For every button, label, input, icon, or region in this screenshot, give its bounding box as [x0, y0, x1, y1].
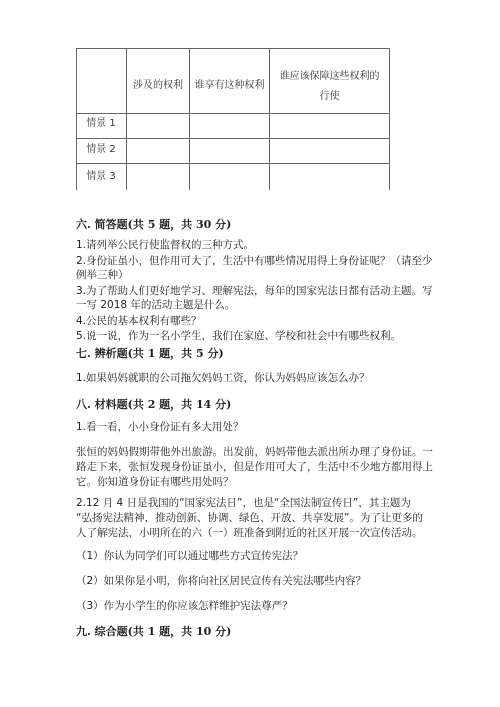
section-8-title: 八. 材料题(共 2 题，共 14 分) [76, 398, 232, 411]
question-line: 1.如果妈妈就职的公司拖欠妈妈工资，你认为妈妈应该怎么办？ [76, 372, 370, 384]
section-9-title: 九. 综合题(共 1 题，共 10 分) [76, 625, 232, 638]
table-border [76, 138, 390, 139]
material-paragraph-line: “弘扬宪法精神，推动创新、协调、绿色、开放、共享发展”。为了让更多的 [76, 512, 423, 524]
question-line: 一写 2018 年的活动主题是什么。 [76, 299, 236, 311]
table-row-label: 情景 1 [86, 118, 116, 129]
question-line: 1.看一看，小小身份证有多大用处？ [76, 421, 244, 433]
table-header-who-guarantees-line2: 行使 [319, 91, 340, 102]
question-line: 例举三种） [76, 269, 129, 281]
table-border [76, 48, 390, 49]
question-line: 1.请列举公民行使监督权的三种方式。 [76, 239, 255, 251]
table-border [76, 113, 390, 114]
table-border [126, 48, 127, 190]
table-border [189, 48, 190, 190]
material-paragraph-line: 2.12 月 4 日是我国的“国家宪法日”，也是“全国法制宣传日”，其主题为 [76, 497, 411, 509]
question-line: 2.身份证虽小，但作用可大了，生活中有哪些情况用得上身份证呢？（请至少 [76, 255, 433, 267]
material-paragraph-line: 张恒的妈妈假期带他外出旅游。出发前，妈妈带他去派出所办理了身份证。一 [76, 446, 433, 458]
table-row-label: 情景 3 [86, 171, 116, 182]
question-line: 5.说一说，作为一名小学生，我们在家庭、学校和社会中有哪些权利。 [76, 330, 402, 342]
table-row-label: 情景 2 [86, 144, 116, 155]
sub-question-line: （3）作为小学生的你应该怎样维护宪法尊严？ [76, 600, 293, 612]
material-paragraph-line: 路走下来，张恒发现身份证虽小，但是作用可大了，生活中不少地方都用得上 [76, 461, 433, 473]
section-7-title: 七. 辨析题(共 1 题，共 5 分) [76, 347, 224, 360]
table-header-rights: 涉及的权利 [133, 80, 183, 91]
sub-question-line: （2）如果你是小明，你将向社区居民宣传有关宪法哪些内容？ [76, 575, 367, 587]
table-header-who-enjoys: 谁享有这种权利 [194, 80, 265, 91]
table-border [76, 163, 390, 164]
table-border [389, 48, 390, 190]
question-line: 3.为了帮助人们更好地学习、理解宪法，每年的国家宪法日都有活动主题。写 [76, 285, 433, 297]
rights-table [76, 48, 390, 190]
material-paragraph-line: 人了解宪法，小明所在的六（一）班准备到附近的社区开展一次宣传活动。 [76, 527, 423, 539]
material-paragraph-line: 它。你知道身份证有哪些用处吗？ [76, 476, 234, 488]
sub-question-line: （1）你认为同学们可以通过哪些方式宣传宪法？ [76, 550, 304, 562]
table-header-who-guarantees: 谁应该保障这些权利的 [279, 71, 380, 82]
section-6-title: 六. 简答题(共 5 题，共 30 分) [76, 218, 232, 231]
question-line: 4.公民的基本权利有哪些？ [76, 315, 202, 327]
